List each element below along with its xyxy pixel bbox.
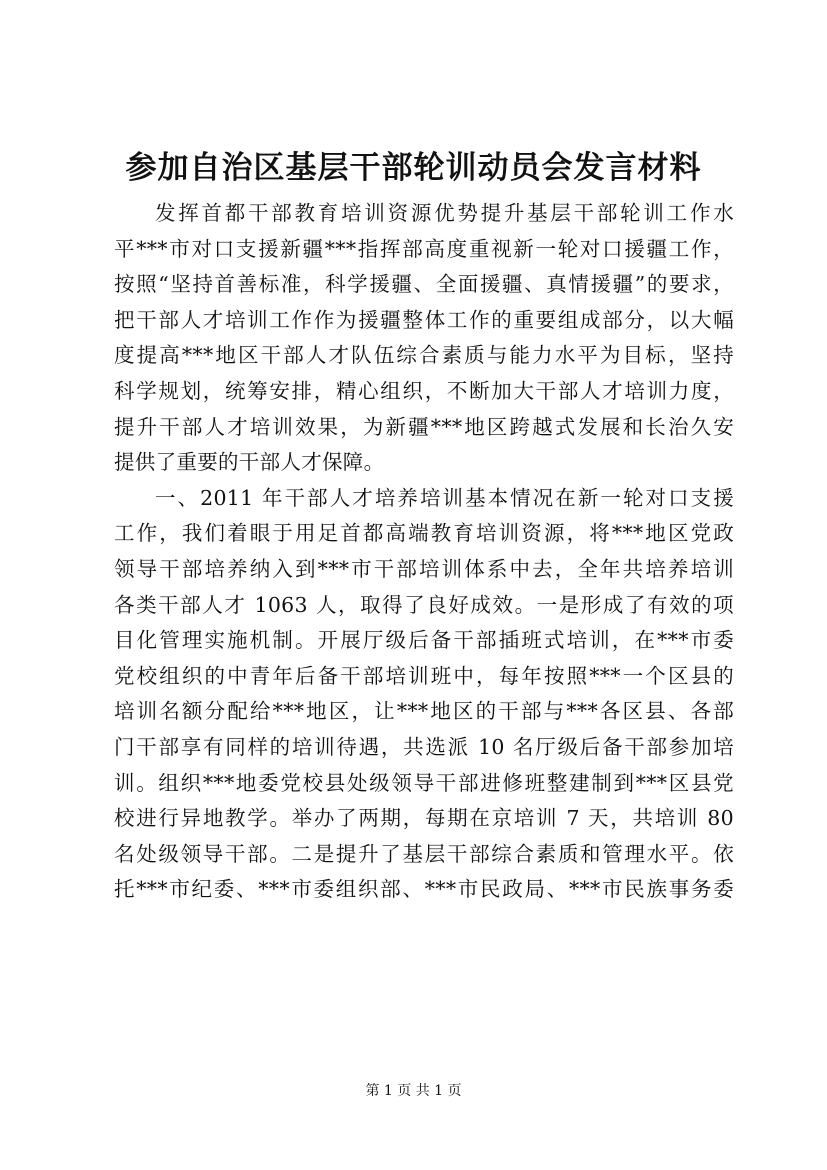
body-line-19: 名处级领导干部。二是提升了基层干部综合素质和管理水平。依 xyxy=(114,841,734,866)
body-line-11: 领导干部培养纳入到***市干部培训体系中去，全年共培养培训 xyxy=(114,556,734,581)
document-title: 参加自治区基层干部轮训动员会发言材料 xyxy=(125,150,702,186)
body-line-10: 工作，我们着眼于用足首都高端教育培训资源，将***地区党政 xyxy=(114,521,734,546)
body-line-3: 按照“坚持首善标准，科学援疆、全面援疆、真情援疆”的要求， xyxy=(114,272,734,297)
body-line-13: 目化管理实施机制。开展厅级后备干部插班式培训，在***市委 xyxy=(114,628,734,653)
body-line-8: 提供了重要的干部人才保障。 xyxy=(114,450,385,475)
body-line-12: 各类干部人才 1063 人，取得了良好成效。一是形成了有效的项 xyxy=(114,592,734,617)
body-line-15: 培训名额分配给***地区，让***地区的干部与***各区县、各部 xyxy=(114,699,734,724)
body-line-5: 度提高***地区干部人才队伍综合素质与能力水平为目标，坚持 xyxy=(114,343,734,368)
body-line-2: 平***市对口支援新疆***指挥部高度重视新一轮对口援疆工作， xyxy=(114,236,734,261)
body-line-14: 党校组织的中青年后备干部培训班中，每年按照***一个区县的 xyxy=(114,663,734,688)
document-body xyxy=(114,196,734,908)
body-line-4: 把干部人才培训工作作为援疆整体工作的重要组成部分，以大幅 xyxy=(114,307,734,332)
page-footer: 第 1 页 共 1 页 xyxy=(365,1083,462,1099)
body-line-9: 一、2011 年干部人才培养培训基本情况在新一轮对口支援 xyxy=(155,485,734,510)
body-line-18: 校进行异地教学。举办了两期，每期在京培训 7 天，共培训 80 xyxy=(114,806,734,831)
body-line-1: 发挥首都干部教育培训资源优势提升基层干部轮训工作水 xyxy=(155,201,734,225)
body-line-17: 训。组织***地委党校县处级领导干部进修班整建制到***区县党 xyxy=(114,770,734,795)
body-line-7: 提升干部人才培训效果，为新疆***地区跨越式发展和长治久安 xyxy=(114,414,734,439)
body-line-20: 托***市纪委、***市委组织部、***市民政局、***市民族事务委 xyxy=(114,877,734,902)
body-line-6: 科学规划，统筹安排，精心组织，不断加大干部人才培训力度， xyxy=(114,378,734,403)
body-line-16: 门干部享有同样的培训待遇，共选派 10 名厅级后备干部参加培 xyxy=(114,734,734,759)
